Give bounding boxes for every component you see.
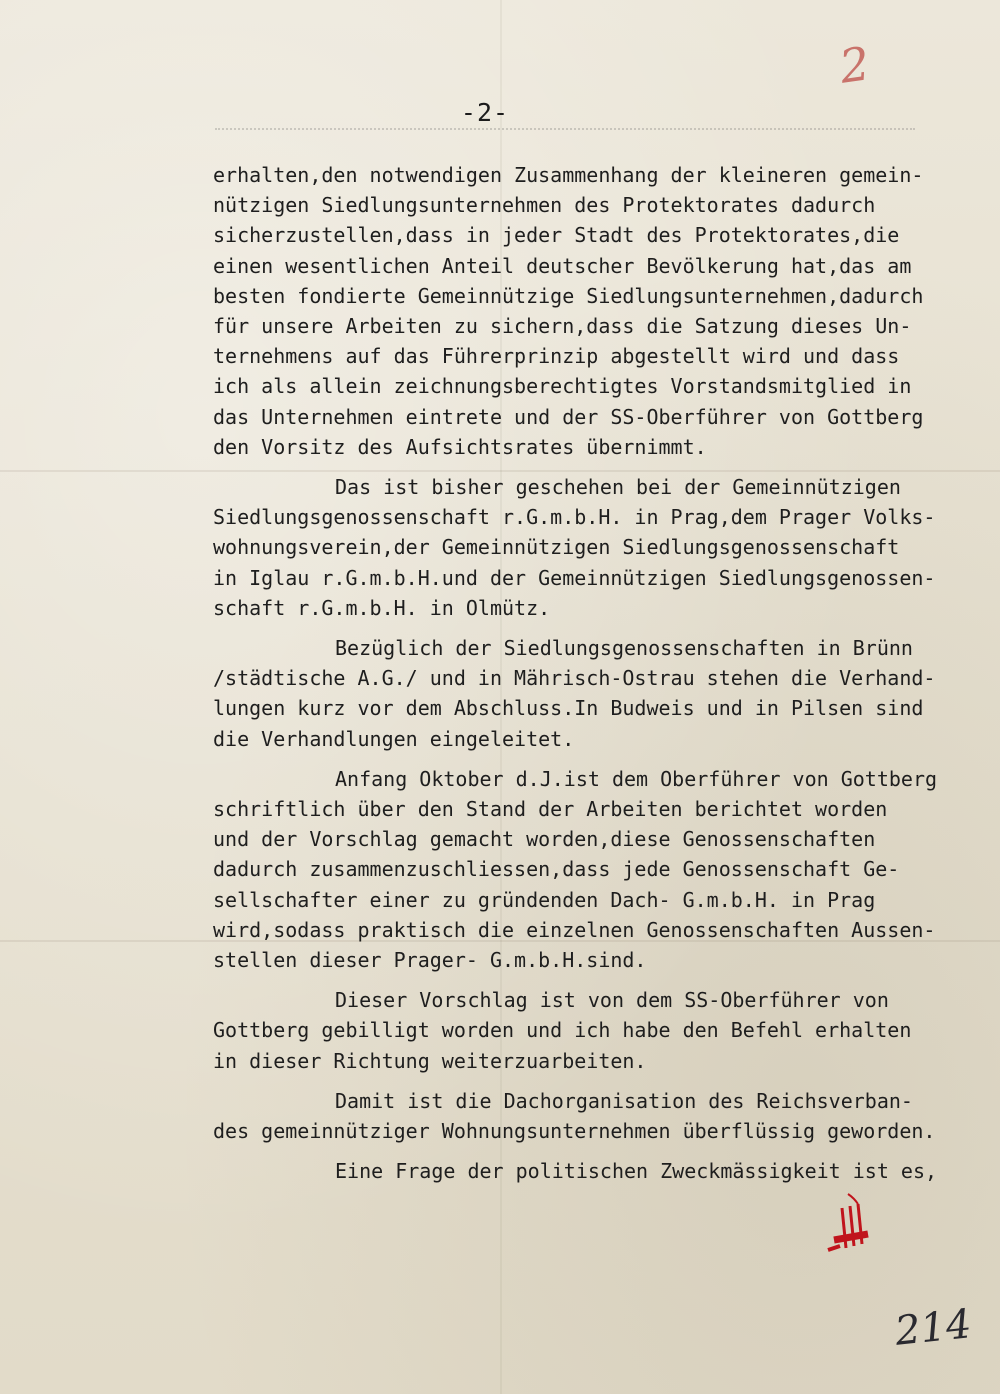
paragraph-6 [213, 1086, 973, 1146]
paragraph-2 [213, 472, 973, 623]
text-line: Bezüglich der Siedlungsgenossenschaften in Brünn [335, 636, 913, 661]
text-line: ich als allein zeichnungsberechtigtes Vorstandsmitglied in [213, 374, 912, 399]
text-line: einen wesentlichen Anteil deutscher Bevölkerung hat,das am [213, 253, 912, 278]
text-line: sellschafter einer zu gründenden Dach- G.m.b.H. in Prag [213, 887, 876, 912]
text-line: schriftlich über den Stand der Arbeiten berichtet worden [213, 797, 888, 822]
text-line: den Vorsitz des Aufsichtsrates übernimmt. [213, 434, 707, 459]
text-line: die Verhandlungen eingeleitet. [213, 726, 575, 751]
dotted-rule [215, 128, 915, 130]
text-line: sicherzustellen,dass in jeder Stadt des Protektorates,die [213, 223, 900, 248]
text-line: wird,sodass praktisch die einzelnen Genossenschaften Aussen- [213, 917, 936, 942]
text-line: Siedlungsgenossenschaft r.G.m.b.H. in Prag,dem Prager Volks- [213, 505, 936, 530]
paragraph-5 [213, 985, 973, 1076]
text-line: Gottberg gebilligt worden und ich habe den Befehl erhalten [213, 1018, 912, 1043]
text-line: des gemeinnütziger Wohnungsunternehmen überflüssig geworden. [213, 1119, 936, 1144]
text-line: in dieser Richtung weiterzuarbeiten. [213, 1048, 647, 1073]
text-line: stellen dieser Prager- G.m.b.H.sind. [213, 948, 647, 973]
page-number: -2- [460, 98, 510, 127]
text-line: Das ist bisher geschehen bei der Gemeinnützigen [335, 475, 901, 500]
paragraph-3 [213, 633, 973, 754]
paragraph-4 [213, 764, 973, 975]
text-line: lungen kurz vor dem Abschluss.In Budweis und in Pilsen sind [213, 696, 924, 721]
archive-mark: 2 [836, 36, 873, 94]
text-line: Eine Frage der politischen Zweckmässigkeit ist es, [335, 1159, 938, 1184]
text-line: schaft r.G.m.b.H. in Olmütz. [213, 595, 551, 620]
text-line: und der Vorschlag gemacht worden,diese Genossenschaften [213, 827, 876, 852]
text-line: für unsere Arbeiten zu sichern,dass die Satzung dieses Un- [213, 314, 912, 339]
text-line: in Iglau r.G.m.b.H.und der Gemeinnützigen Siedlungsgenossen- [213, 565, 936, 590]
text-line: Damit ist die Dachorganisation des Reichsverban- [335, 1088, 913, 1113]
text-line: erhalten,den notwendigen Zusammenhang der kleineren gemein- [213, 163, 924, 187]
folio-number: 214 [892, 1301, 974, 1355]
text-line: ternehmens auf das Führerprinzip abgestellt wird und dass [213, 344, 900, 369]
body-text [213, 160, 973, 1197]
text-line: Anfang Oktober d.J.ist dem Oberführer von Gottberg [335, 766, 938, 791]
text-line: wohnungsverein,der Gemeinnützigen Siedlungsgenossenschaft [213, 535, 900, 560]
text-line: besten fondierte Gemeinnützige Siedlungsunternehmen,dadurch [213, 283, 924, 308]
text-line: /städtische A.G./ und in Mährisch-Ostrau stehen die Verhand- [213, 666, 936, 691]
text-line: das Unternehmen eintrete und der SS-Oberführer von Gottberg [213, 404, 924, 429]
red-pencil-marks-icon [820, 1190, 880, 1270]
text-line: nützigen Siedlungsunternehmen des Protektorates dadurch [213, 193, 876, 218]
text-line: Dieser Vorschlag ist von dem SS-Oberführer von [335, 988, 889, 1013]
paragraph-1 [213, 160, 973, 462]
paragraph-7 [213, 1156, 973, 1186]
text-line: dadurch zusammenzuschliessen,dass jede Genossenschaft Ge- [213, 857, 900, 882]
